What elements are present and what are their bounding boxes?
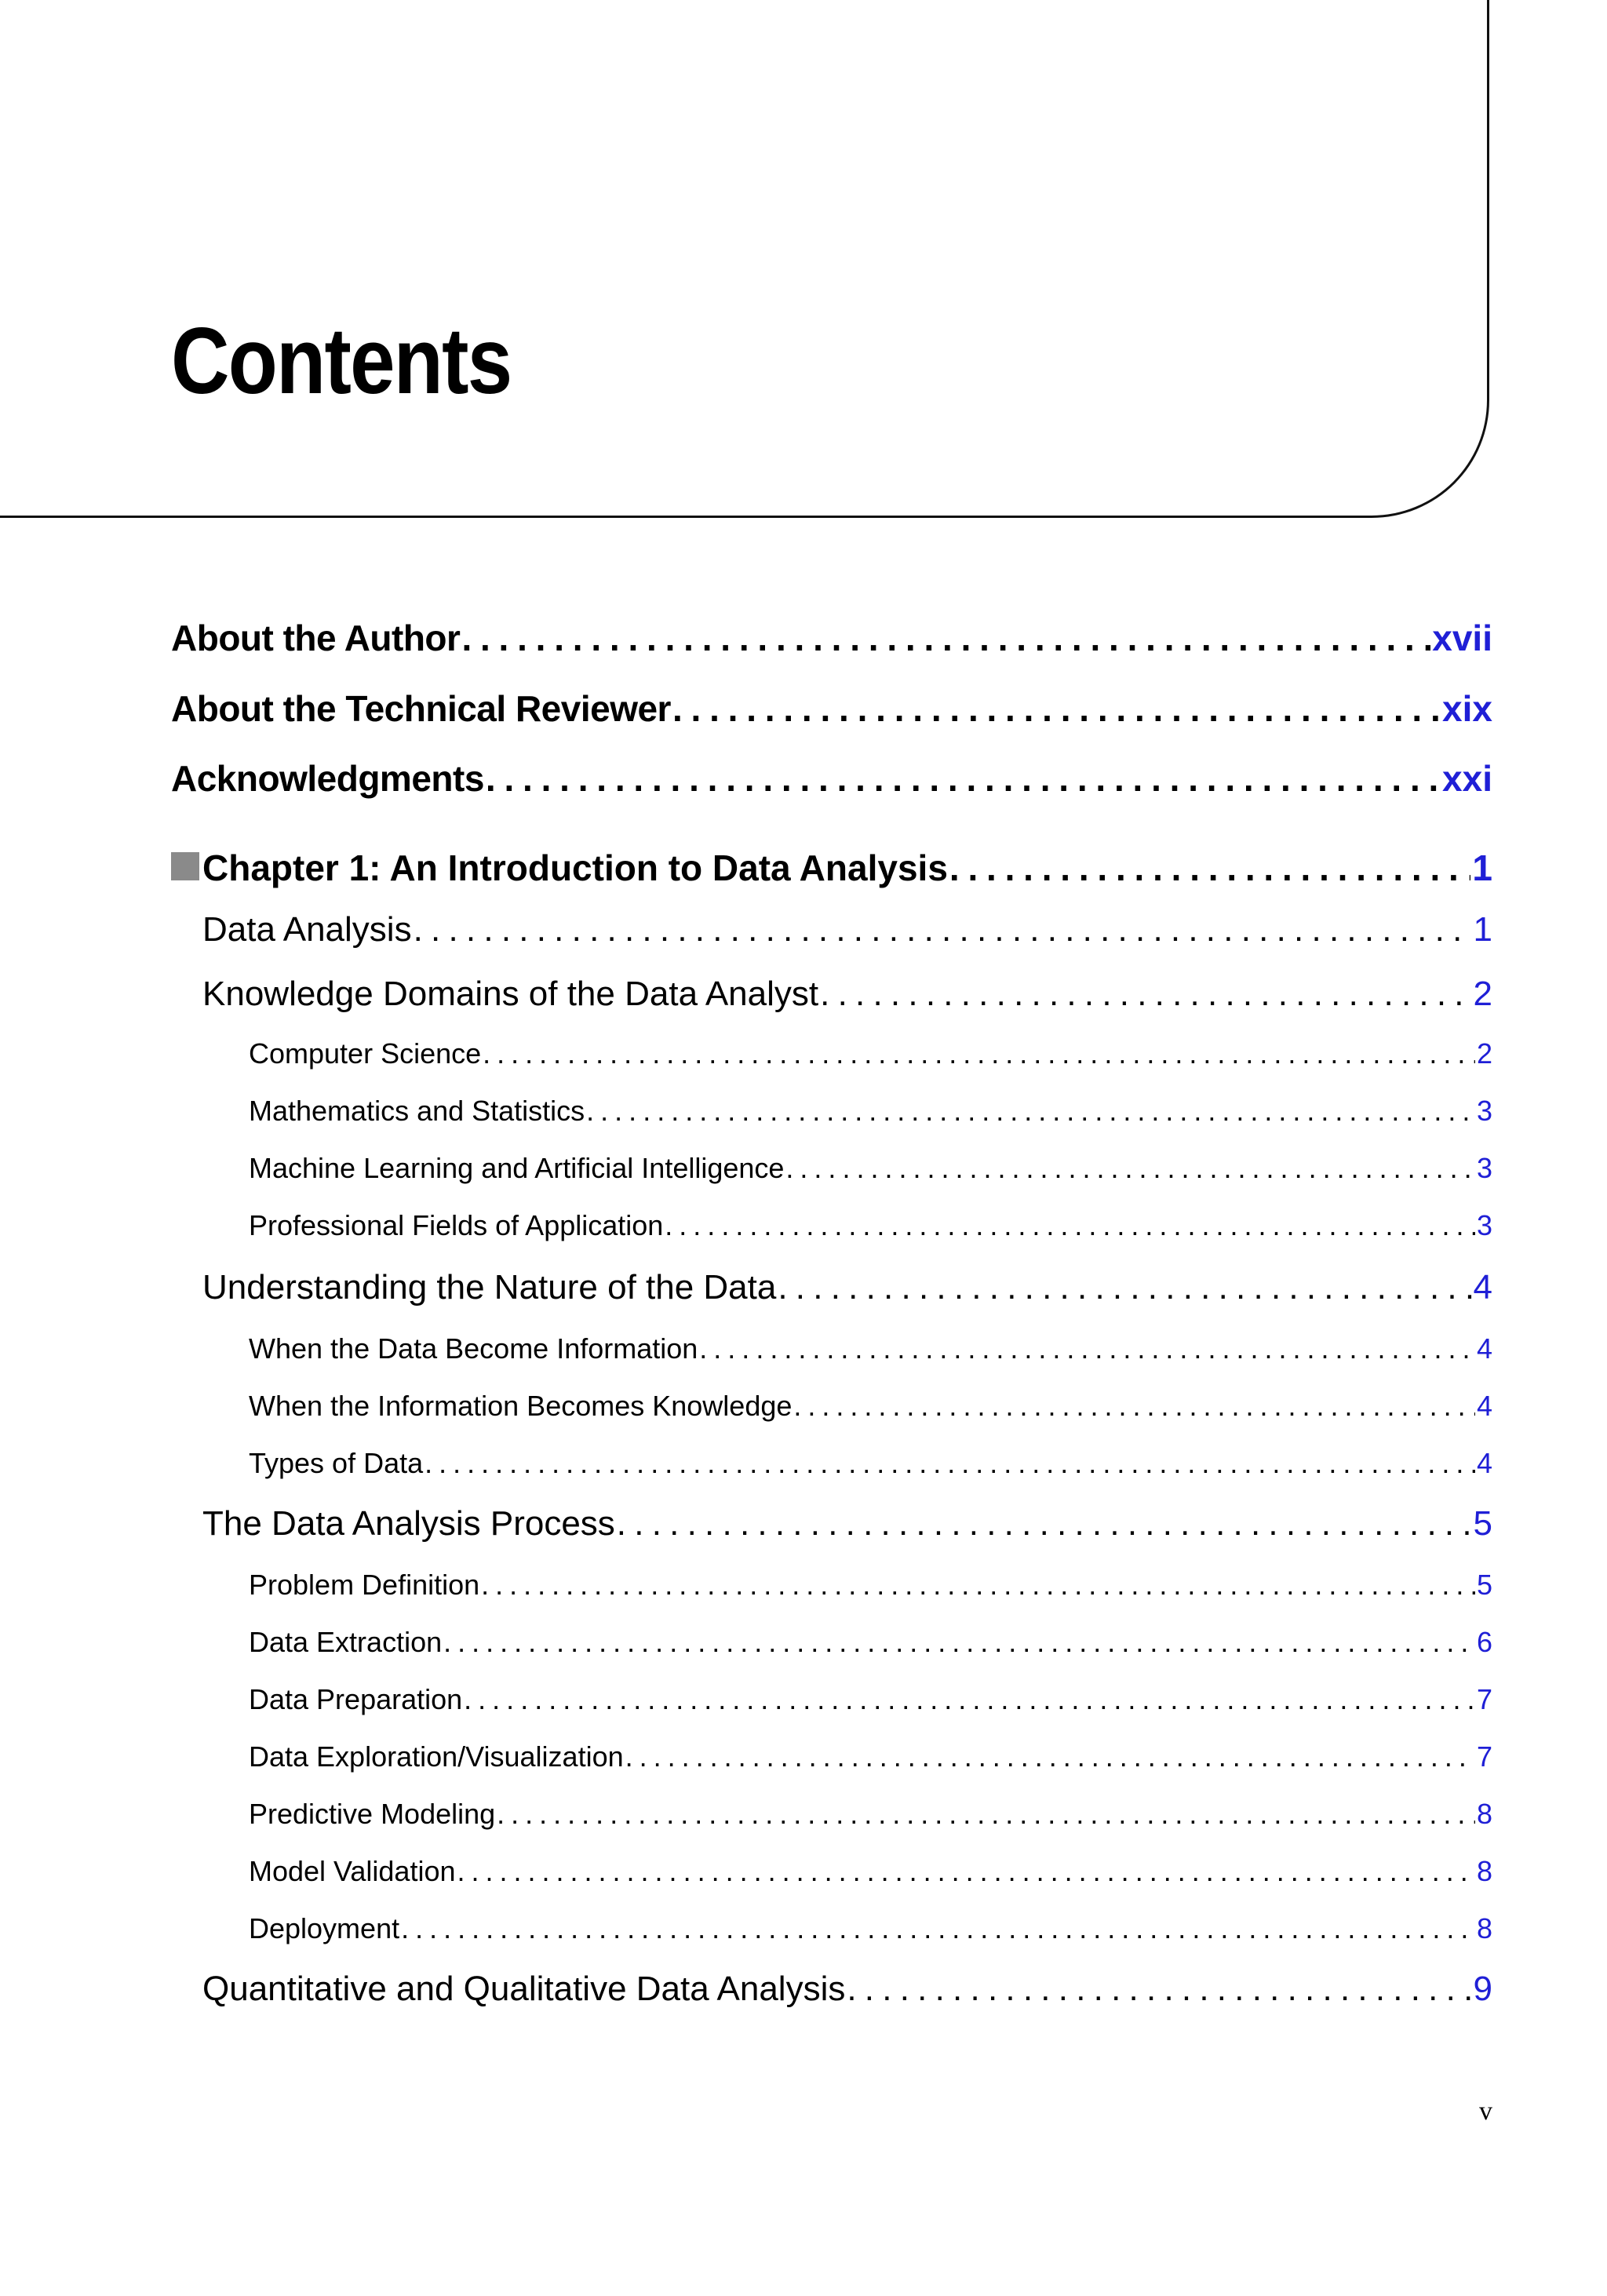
toc-page-link[interactable]: 4: [1476, 1390, 1492, 1422]
toc-page-link[interactable]: 8: [1476, 1855, 1492, 1887]
toc-label: Data Analysis: [202, 910, 412, 949]
dot-leader: [401, 1912, 1475, 1945]
page-title: Contents: [171, 308, 512, 414]
dot-leader: [793, 1390, 1475, 1423]
toc-page-link[interactable]: 9: [1473, 1970, 1492, 2008]
toc-page-link[interactable]: 2: [1473, 975, 1492, 1013]
toc-entry[interactable]: [249, 1683, 1492, 1716]
dot-leader: [672, 687, 1441, 730]
toc-page-link[interactable]: xvii: [1432, 618, 1492, 658]
dot-leader: [949, 847, 1471, 889]
toc-entry[interactable]: [249, 1447, 1492, 1480]
toc-label: Machine Learning and Artificial Intelligence: [249, 1152, 785, 1184]
toc-page-link[interactable]: 7: [1476, 1740, 1492, 1773]
toc-entry[interactable]: [249, 1095, 1492, 1128]
toc-entry[interactable]: [249, 1037, 1492, 1070]
toc-page-link[interactable]: 1: [1473, 910, 1492, 949]
dot-leader: [699, 1332, 1475, 1365]
header-frame: [0, 0, 1489, 518]
toc-label: Understanding the Nature of the Data: [202, 1268, 777, 1307]
toc-label: Data Exploration/Visualization: [249, 1740, 624, 1773]
dot-leader: [617, 1504, 1472, 1543]
toc-label: When the Data Become Information: [249, 1332, 698, 1365]
dot-leader: [497, 1798, 1475, 1831]
toc-label: Knowledge Domains of the Data Analyst: [202, 975, 819, 1013]
toc-label: Predictive Modeling: [249, 1798, 496, 1830]
toc-label: About the Technical Reviewer: [171, 688, 671, 729]
toc-page-link[interactable]: 3: [1476, 1152, 1492, 1184]
toc-label: Types of Data: [249, 1447, 424, 1479]
dot-leader: [461, 617, 1430, 659]
page-number: v: [1479, 2097, 1492, 2126]
toc-label: Mathematics and Statistics: [249, 1095, 585, 1127]
toc-label: Model Validation: [249, 1855, 456, 1887]
dot-leader: [847, 1970, 1471, 2009]
toc-label: Data Extraction: [249, 1626, 443, 1658]
toc-page-link[interactable]: 5: [1473, 1504, 1492, 1543]
toc-page-link[interactable]: 3: [1476, 1209, 1492, 1241]
toc-label: Quantitative and Qualitative Data Analysis: [202, 1970, 846, 2008]
toc-page-link[interactable]: xxi: [1442, 758, 1492, 799]
toc-page-link[interactable]: 3: [1476, 1095, 1492, 1127]
toc-entry[interactable]: [202, 975, 1492, 1014]
chapter-marker-icon: [171, 852, 199, 880]
toc-label: Deployment: [249, 1912, 400, 1944]
toc-entry[interactable]: [202, 1504, 1492, 1543]
dot-leader: [820, 975, 1471, 1014]
toc-entry[interactable]: [249, 1569, 1492, 1602]
toc-entry[interactable]: [202, 1268, 1492, 1307]
toc-entry[interactable]: [202, 910, 1492, 949]
toc-page-link[interactable]: xix: [1442, 688, 1492, 729]
toc-entry-acknowledgments[interactable]: [171, 757, 1492, 800]
toc-entry[interactable]: [249, 1390, 1492, 1423]
toc-page-link[interactable]: 6: [1476, 1626, 1492, 1658]
toc-page-link[interactable]: 7: [1476, 1683, 1492, 1715]
toc-entry[interactable]: [249, 1626, 1492, 1659]
toc-label: Problem Definition: [249, 1569, 480, 1601]
toc-entry-about-author[interactable]: [171, 617, 1492, 659]
dot-leader: [665, 1209, 1475, 1242]
toc-page-link[interactable]: 8: [1476, 1912, 1492, 1944]
toc-page-link[interactable]: 5: [1476, 1569, 1492, 1601]
toc-page-link[interactable]: 4: [1476, 1447, 1492, 1479]
dot-leader: [625, 1740, 1475, 1773]
toc-label: When the Information Becomes Knowledge: [249, 1390, 793, 1422]
toc-entry[interactable]: [249, 1740, 1492, 1773]
toc-label: Professional Fields of Application: [249, 1209, 664, 1241]
toc-entry[interactable]: [249, 1855, 1492, 1888]
dot-leader: [464, 1683, 1475, 1716]
toc-label: Computer Science: [249, 1037, 482, 1070]
toc-page-link[interactable]: 4: [1476, 1332, 1492, 1365]
dot-leader: [425, 1447, 1475, 1480]
toc-entry[interactable]: [249, 1209, 1492, 1242]
dot-leader: [778, 1268, 1471, 1307]
toc-page-link[interactable]: 1: [1472, 847, 1492, 888]
dot-leader: [457, 1855, 1475, 1888]
toc-entry[interactable]: [249, 1332, 1492, 1365]
toc-page-link[interactable]: 8: [1476, 1798, 1492, 1830]
dot-leader: [443, 1626, 1475, 1659]
dot-leader: [785, 1152, 1475, 1185]
toc-entry[interactable]: [249, 1798, 1492, 1831]
toc-entry-technical-reviewer[interactable]: [171, 687, 1492, 730]
toc-label: Data Preparation: [249, 1683, 463, 1715]
toc-label: Acknowledgments: [171, 758, 484, 799]
dot-leader: [483, 1037, 1475, 1070]
dot-leader: [414, 910, 1472, 949]
dot-leader: [486, 757, 1441, 800]
toc-page-link[interactable]: 2: [1476, 1037, 1492, 1070]
dot-leader: [481, 1569, 1475, 1602]
toc-label: The Data Analysis Process: [202, 1504, 615, 1543]
toc-entry[interactable]: [249, 1912, 1492, 1945]
toc-entry-chapter-1[interactable]: [171, 847, 1492, 889]
toc-label: About the Author: [171, 618, 461, 658]
toc-entry[interactable]: [202, 1970, 1492, 2009]
toc-label: Chapter 1: An Introduction to Data Analysis: [202, 847, 948, 888]
toc-entry[interactable]: [249, 1152, 1492, 1185]
toc-page-link[interactable]: 4: [1473, 1268, 1492, 1307]
dot-leader: [586, 1095, 1475, 1128]
